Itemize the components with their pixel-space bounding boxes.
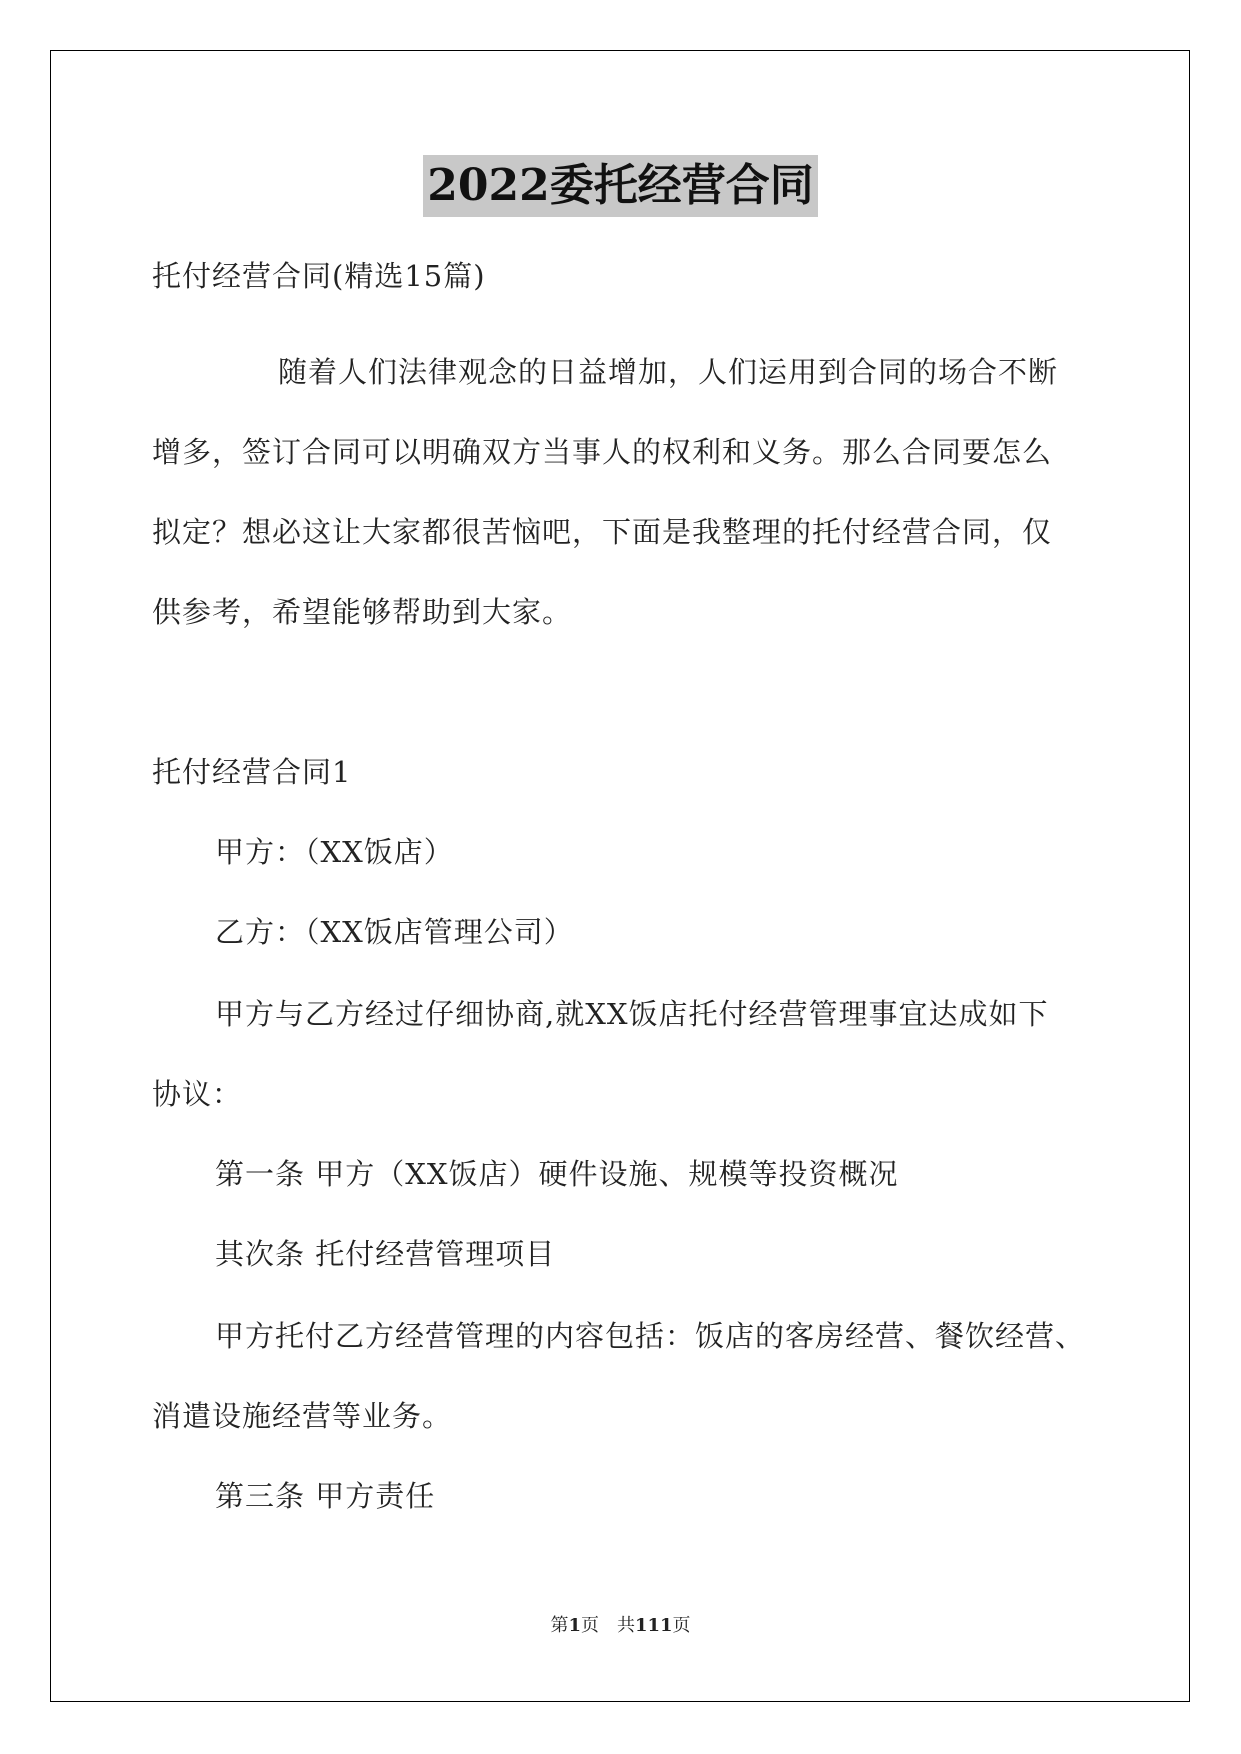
clause-line: 第三条 甲方责任 [215, 1479, 436, 1513]
paragraph-line: 消遣设施经营等业务。 [152, 1399, 453, 1433]
section-heading: 托付经营合同1 [152, 755, 352, 789]
subtitle-line: 托付经营合同(精选15篇) [152, 259, 486, 293]
footer-prefix: 第 [550, 1615, 569, 1636]
paragraph-line: 甲方托付乙方经营管理的内容包括：饭店的客房经营、餐饮经营、 [215, 1319, 1086, 1353]
page-footer [0, 1614, 1241, 1638]
paragraph-line: 随着人们法律观念的日益增加，人们运用到合同的场合不断 [278, 355, 1059, 389]
footer-suffix: 页 [672, 1615, 691, 1636]
clause-line: 其次条 托付经营管理项目 [215, 1237, 556, 1271]
paragraph-line: 供参考，希望能够帮助到大家。 [152, 595, 573, 629]
footer-mid: 页 共 [580, 1615, 635, 1636]
paragraph-line: 甲方：（XX饭店） [215, 835, 454, 869]
paragraph-line: 协议： [152, 1077, 243, 1111]
title-container [0, 155, 1241, 217]
page-border [50, 50, 1190, 1702]
page-number: 1 [568, 1615, 581, 1636]
paragraph-line: 增多，签订合同可以明确双方当事人的权利和义务。那么合同要怎么 [152, 435, 1053, 469]
document-title: 2022委托经营合同 [423, 155, 817, 217]
paragraph-line: 甲方与乙方经过仔细协商,就XX饭店托付经营管理事宜达成如下 [215, 997, 1049, 1031]
paragraph-line: 拟定？想必这让大家都很苦恼吧，下面是我整理的托付经营合同，仅 [152, 515, 1053, 549]
total-pages: 111 [634, 1615, 673, 1636]
paragraph-line: 乙方：（XX饭店管理公司） [215, 915, 574, 949]
clause-line: 第一条 甲方（XX饭店）硬件设施、规模等投资概况 [215, 1157, 899, 1191]
